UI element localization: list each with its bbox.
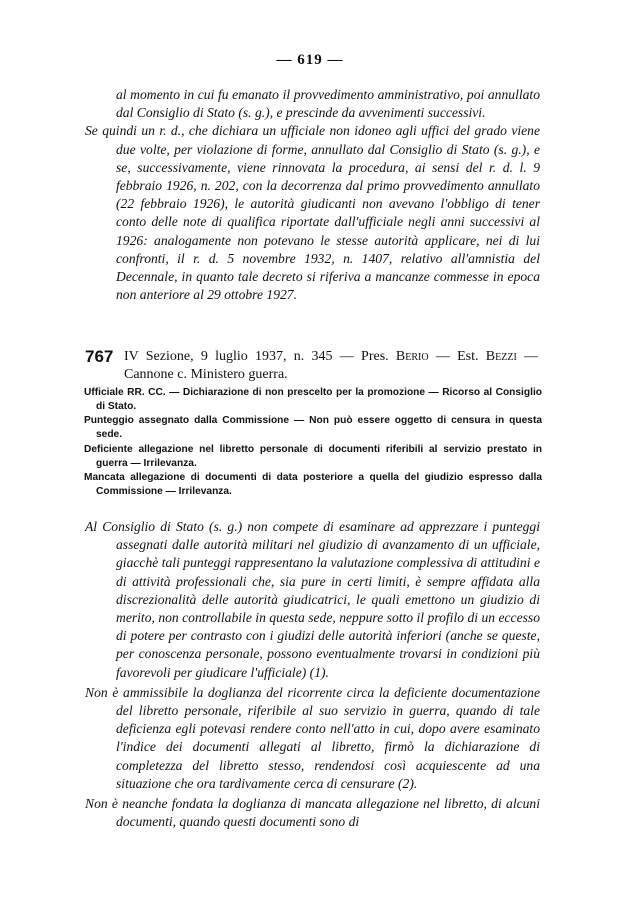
body-paragraph-3: Non è neanche fondata la doglianza di mancata allegazione nel libretto, di alcuni documenti, quando questi documenti sono di bbox=[85, 796, 540, 830]
maxim-item: Ufficiale RR. CC. — Dichiarazione di non prescelto per la promozione — Ricorso al Consiglio di Stato. bbox=[84, 387, 542, 412]
body-paragraph-2: Non è ammissibile la doglianza del ricorrente circa la deficiente documentazione del libretto personale, riferibile al suo servizio in guerra, quando di tale deficienza egli potevasi rendere conto nell'atto in cui, dopo avere esaminato l'indice dei documenti allegati al libretto, firmò la dichiarazione di completezza del libretto stesso, rendendosi così acquiescente ad una situazione che ora tardivamente cerca di censurare (2). bbox=[85, 684, 540, 791]
president-name: Berio bbox=[395, 349, 429, 364]
entry-citation: IV Sezione, 9 luglio 1937, n. 345 — Pres. Berio — Est. Bezzi — Cannone c. Ministero guerra. bbox=[124, 349, 539, 382]
decision-paragraph: Se quindi un r. d., che dichiara un ufficiale non idoneo agli uffici del grado viene due volte, per violazione di forme, annullato dal Consiglio di Stato (s. g.), e se, successivamente, viene rinnovata la procedura, ai sensi del r. d. l. 9 febbraio 1926, n. 202, con la decorrenza dal primo provvedimento annullato (22 febbraio 1926), le autorità giudicanti non avevano l'obbligo di tener conto delle note di qualifica riportate dall'ufficiale negli anni successivi al 1926: analogamente non potevano le stesse autorità applicare, nei di lui confronti, il r. d. 5 novembre 1932, n. 1407, relativo all'amnistia del Decennale, in quanto tale decreto si riferiva a mancanze commesse in epoca non anteriore al 29 ottobre 1927. bbox=[85, 123, 540, 303]
maxim-item: Punteggio assegnato dalla Commissione — Non può essere oggetto di censura in questa sede. bbox=[84, 415, 542, 441]
body-text-block bbox=[85, 518, 540, 831]
estensore-name: Bezzi bbox=[485, 349, 517, 364]
maxims-list bbox=[84, 386, 542, 500]
top-text-block bbox=[85, 86, 540, 304]
continuation-paragraph: al momento in cui fu emanato il provvedimento amministrativo, poi annullato dal Consiglio di Stato (s. g.), e prescinde da avvenimenti successivi. bbox=[116, 87, 540, 121]
body-paragraph-1: Al Consiglio di Stato (s. g.) non compete di esaminare ad apprezzare i punteggi assegnati dalle autorità militari nel giudizio di avanzamento di un ufficiale, giacchè tali punteggi rappresentano la valutazione complessiva di attitudini e di attività professionali che, sia pure in certi limiti, è sempre affidata alla discrezionalità delle autorità giudicatrici, le quali emettono un giudizio di merito, non controllabile in questa sede, neppure sotto il profilo di un eccesso di potere per contrasto con i giudizi delle autorità inferiori (anche se queste, per conoscenza personale, possono eventualmente trovarsi in condizioni più favorevoli per giudicare l'ufficiale) (1). bbox=[85, 519, 540, 680]
entry-header bbox=[85, 348, 540, 384]
page-number: — 619 — bbox=[276, 52, 344, 68]
maxim-item: Deficiente allegazione nel libretto personale di documenti riferibili al servizio prestato in guerra — Irrilevanza. bbox=[84, 443, 542, 469]
maxim-item: Mancata allegazione di documenti di data posteriore a quella del giudizio espresso dalla Commissione — Irrilevanza. bbox=[84, 472, 542, 497]
entry-number: 767 bbox=[85, 347, 114, 366]
